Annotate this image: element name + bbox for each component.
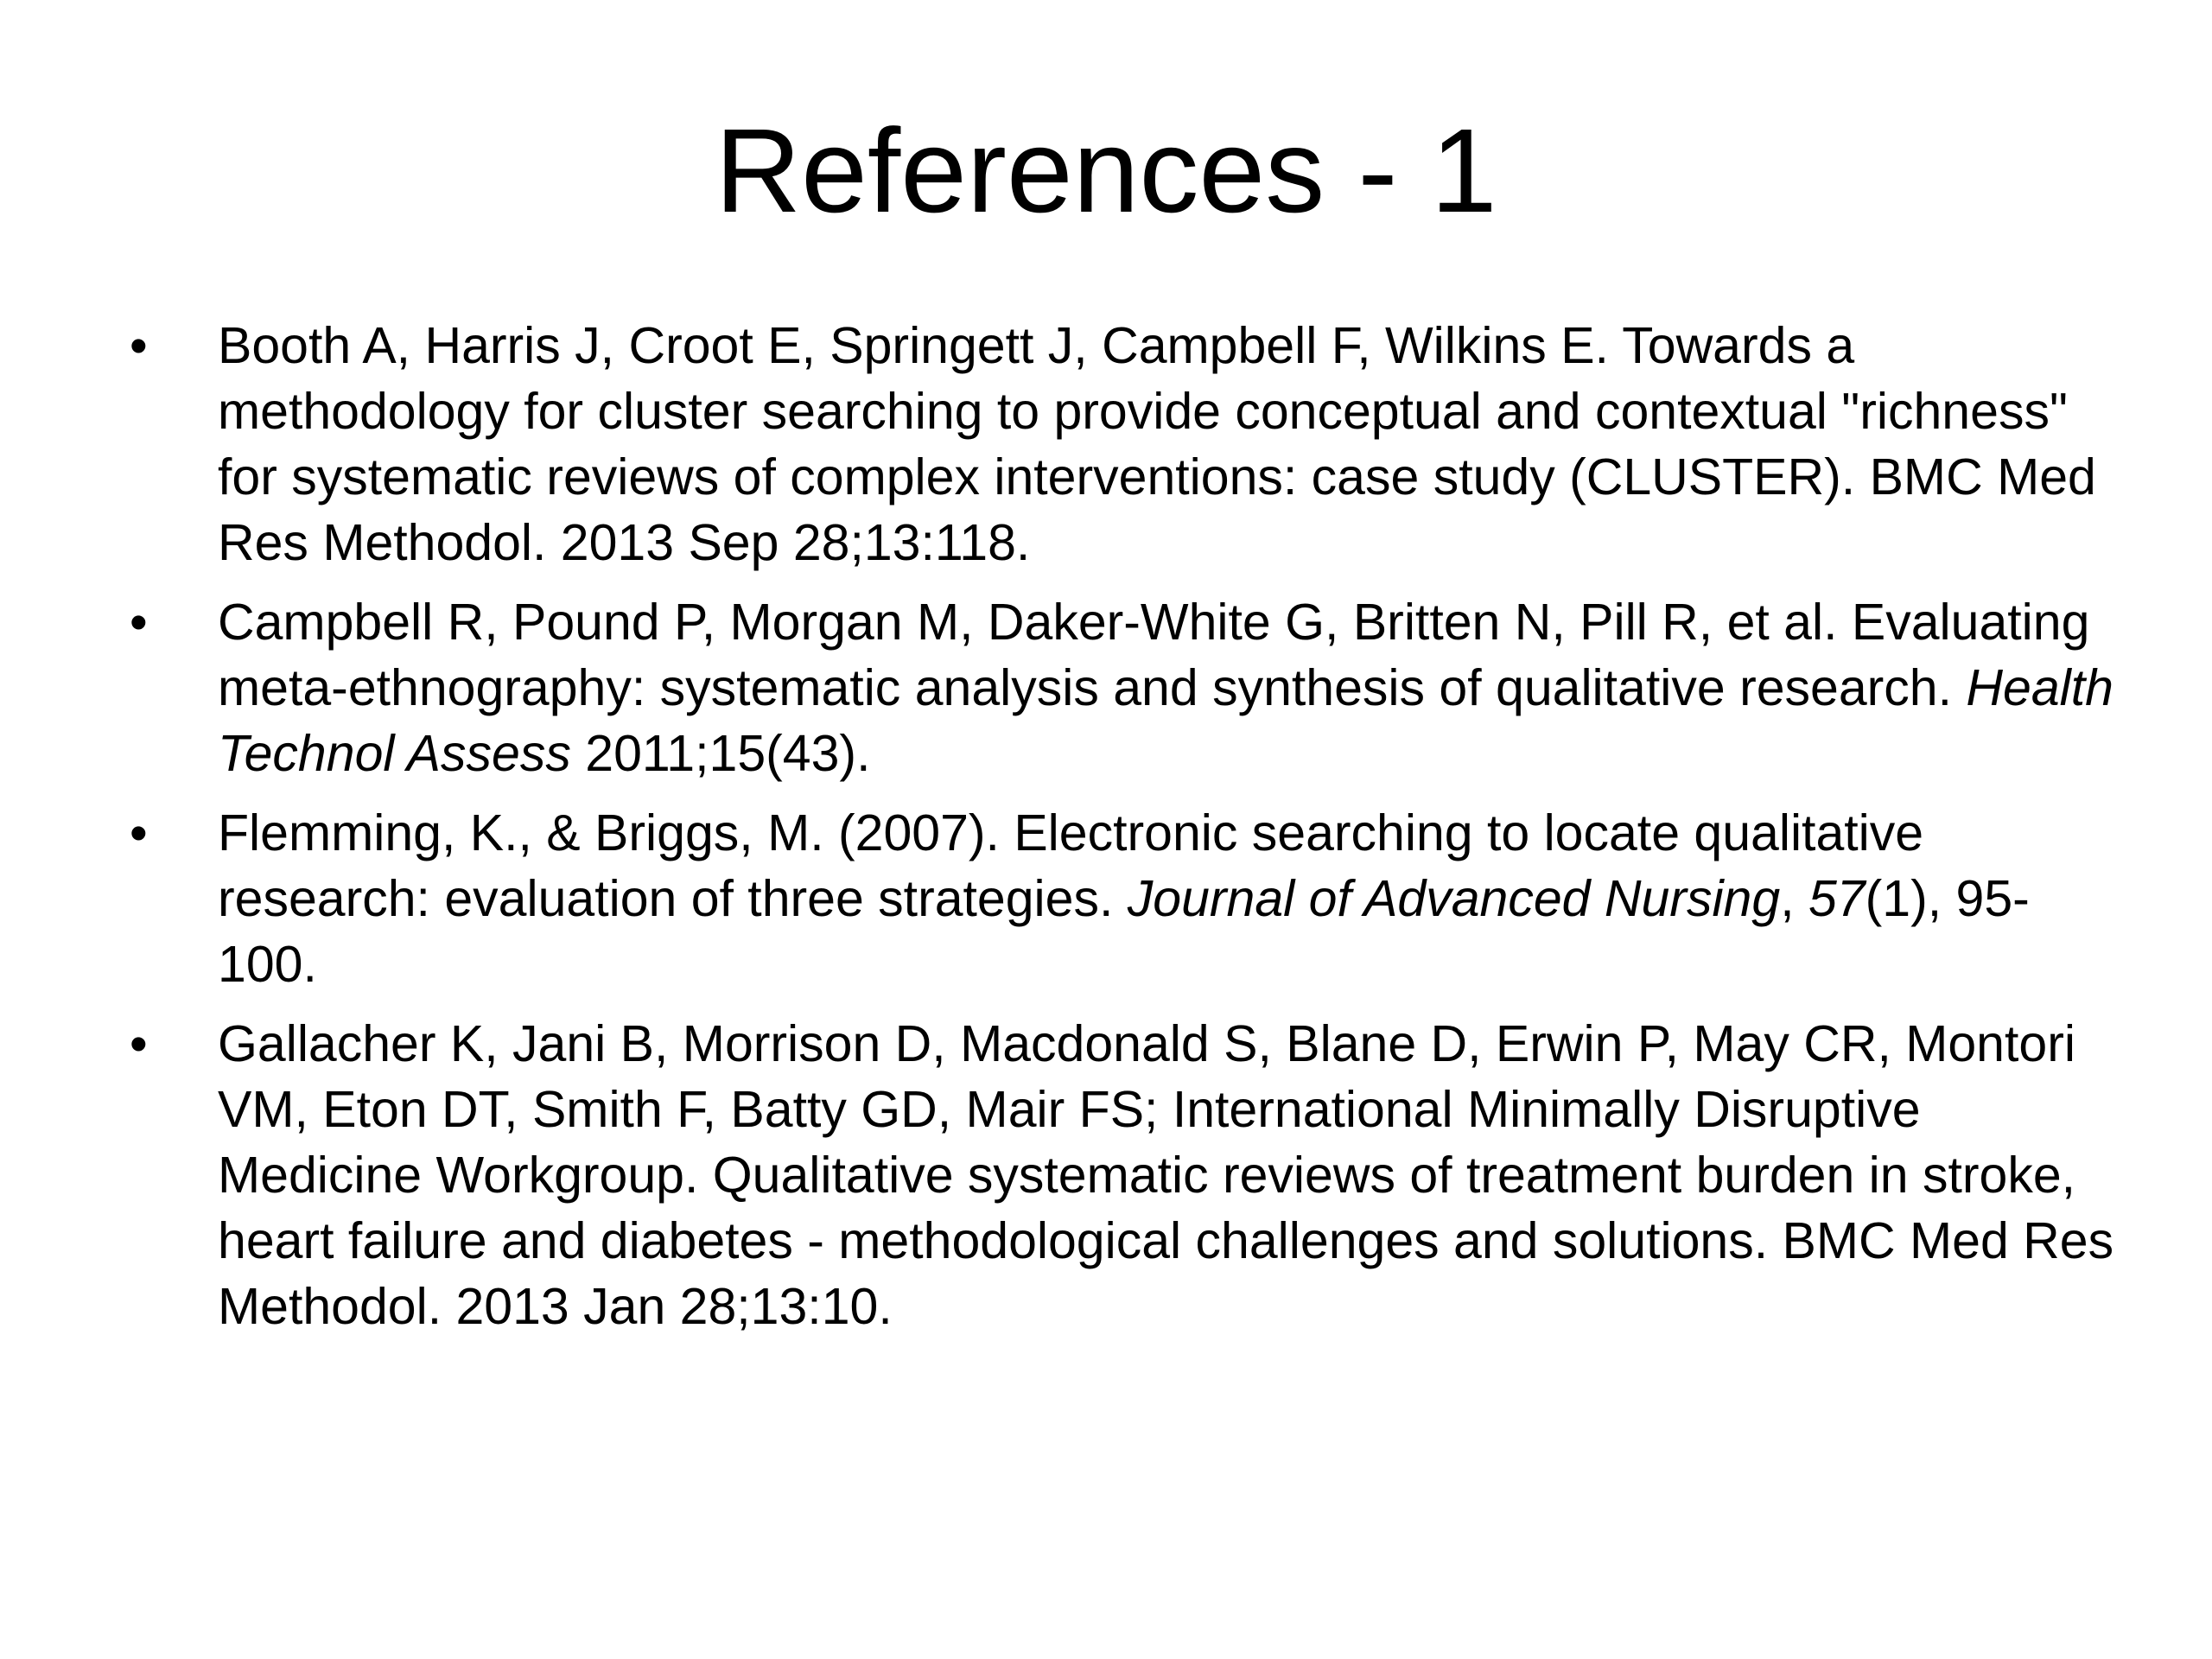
reference-list	[130, 313, 2128, 1353]
reference-pages: (1), 95-100.	[218, 870, 2030, 993]
reference-citation: Campbell R, Pound P, Morgan M, Daker-White G, Britten N, Pill R, et al. Evaluating meta-ethnography: systematic analysis and synthesis of qualitative research.	[218, 594, 2104, 716]
reference-text	[218, 804, 2030, 993]
journal-volume: 57	[1808, 870, 1866, 927]
bullet-icon: •	[130, 594, 148, 651]
reference-citation: Flemming, K., & Briggs, M. (2007). Electronic searching to locate qualitative research: evaluation of three strategies.	[218, 804, 1938, 927]
journal-title: Journal of Advanced Nursing	[1127, 870, 1781, 927]
bullet-icon: •	[130, 317, 148, 374]
journal-title: Health Technol Assess	[218, 659, 2128, 782]
reference-text	[218, 1015, 2128, 1335]
reference-citation: Booth A, Harris J, Croot E, Springett J, Campbell F, Wilkins E. Towards a methodology for cluster searching to provide conceptual and contextual "richness" for systematic reviews of complex interventions: case study (CLUSTER). BMC Med Res Methodol. 2013 Sep 28;13:118.	[218, 317, 2111, 571]
reference-separator: ,	[1780, 870, 1808, 927]
bullet-icon: •	[130, 1015, 148, 1072]
bullet-icon: •	[130, 804, 148, 861]
reference-item	[130, 313, 2117, 575]
page-title: References - 1	[715, 105, 1497, 238]
reference-text	[218, 317, 2110, 571]
reference-volume: 2011;15(43).	[570, 725, 871, 782]
reference-text	[218, 594, 2127, 782]
reference-item	[130, 800, 2117, 997]
reference-item	[130, 589, 2128, 786]
reference-citation: Gallacher K, Jani B, Morrison D, Macdonald S, Blane D, Erwin P, May CR, Montori VM, Eton DT, Smith F, Batty GD, Mair FS; International Minimally Disruptive Medicine Workgroup. Qualitative systematic reviews of treatment burden in stroke, heart failure and diabetes - methodological challenges and solutions. BMC Med Res Methodol. 2013 Jan 28;13:10.	[218, 1015, 2128, 1335]
reference-item	[130, 1011, 2128, 1339]
